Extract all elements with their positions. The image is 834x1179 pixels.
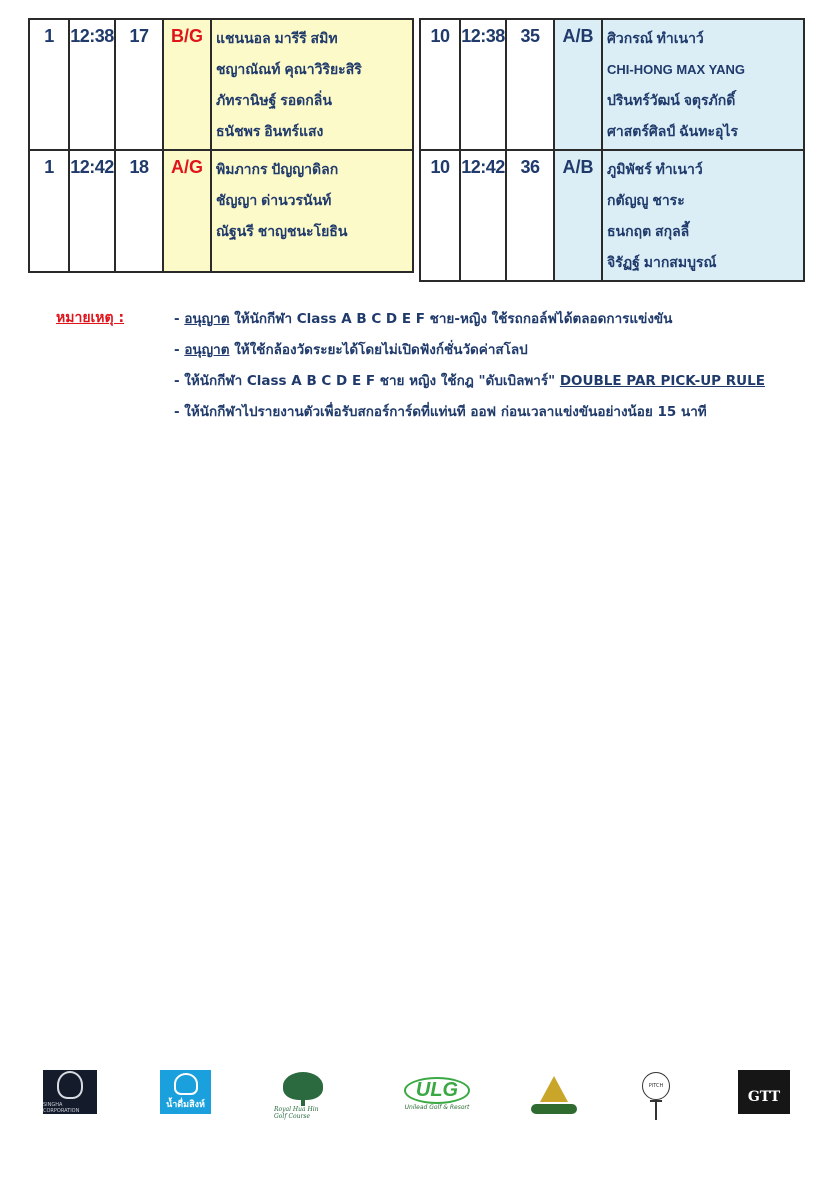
- hole-cell: 1: [29, 150, 69, 272]
- note-emphasis: อนุญาต: [184, 342, 230, 358]
- logo-text: น้ำดื่มสิงห์: [166, 1100, 205, 1110]
- player-name: ภัทรานิษฐ์ รอดกลิ่น: [216, 92, 332, 108]
- time-cell: 12:42: [460, 150, 506, 281]
- player-name: ภูมิพัชร์ ทำเนาว์: [607, 161, 703, 177]
- singha-logo: [43, 1070, 97, 1114]
- logo-text: SINGHA CORPORATION: [43, 1101, 80, 1114]
- tee-time-table-left: [28, 18, 414, 273]
- crest-icon: [540, 1076, 568, 1102]
- player-name: จิรัฏฐ์ มากสมบูรณ์: [607, 254, 717, 270]
- lion-icon: [174, 1073, 198, 1095]
- association-crest-logo: [528, 1070, 580, 1120]
- player-name: ณัฐนรี ชาญชนะโยธิน: [216, 223, 348, 239]
- note-text: ให้ใช้กล้องวัดระยะได้โดยไม่เปิดฟังก์ชั่นวัดค่าสโลป: [229, 342, 528, 358]
- player-name: CHI-HONG MAX YANG: [607, 62, 745, 77]
- lion-icon: [57, 1071, 83, 1099]
- logo-text: Royal Hua Hin Golf Course: [274, 1106, 319, 1120]
- player-name: ศาสตร์ศิลป์ ฉันทะอุไร: [607, 123, 738, 139]
- table-row: [29, 150, 413, 272]
- player-name: กตัญญู ชาระ: [607, 192, 685, 208]
- tree-icon: [283, 1072, 323, 1100]
- royal-hua-hin-logo: [274, 1070, 332, 1122]
- logo-text: Unilead Golf & Resort: [404, 1104, 470, 1111]
- group-cell: 18: [115, 150, 163, 272]
- player-name: ศิวกรณ์ ทำเนาว์: [607, 30, 704, 46]
- singha-water-logo: [160, 1070, 211, 1114]
- table-row: [420, 19, 804, 150]
- golf-ball-icon: PITCH: [642, 1072, 670, 1100]
- flight-cell: A/B: [554, 150, 602, 281]
- player-name: ธนัชพร อินทร์แสง: [216, 123, 324, 139]
- players-cell: [602, 19, 804, 150]
- group-cell: 17: [115, 19, 163, 150]
- group-cell: 35: [506, 19, 554, 150]
- note-line: [174, 369, 765, 391]
- tee-time-table-right: [419, 18, 805, 282]
- player-name: ปรินทร์วัฒน์ จตุรภักดิ์: [607, 92, 736, 108]
- table-row: [420, 150, 804, 281]
- note-emphasis: DOUBLE PAR PICK-UP RULE: [559, 373, 765, 389]
- ulg-logo: [400, 1070, 474, 1118]
- hole-cell: 1: [29, 19, 69, 150]
- flight-cell: B/G: [163, 19, 211, 150]
- group-cell: 36: [506, 150, 554, 281]
- player-name: ชัญญา ด่านวรนันท์: [216, 192, 332, 208]
- players-cell: [602, 150, 804, 281]
- players-cell: [211, 19, 413, 150]
- note-text: - ให้นักกีฬา Class A B C D E F ชาย หญิง ใช้กฎ "ดับเบิลพาร์": [174, 373, 560, 389]
- table-row: [29, 19, 413, 150]
- note-line: [174, 400, 707, 422]
- gtt-logo: [738, 1070, 790, 1114]
- time-cell: 12:38: [69, 19, 115, 150]
- player-name: พิมภากร ปัญญาดิลก: [216, 161, 339, 177]
- note-text: -: [174, 311, 185, 327]
- players-cell: [211, 150, 413, 272]
- time-cell: 12:38: [460, 19, 506, 150]
- player-name: แชนนอล มารีรี สมิท: [216, 30, 338, 46]
- note-line: [174, 307, 672, 329]
- player-name: ชญาณัณท์ คุณาวิริยะสิริ: [216, 61, 362, 77]
- notes-label: หมายเหตุ :: [56, 310, 125, 326]
- player-name: ธนกฤต สกุลลี้: [607, 223, 690, 239]
- note-line: [174, 338, 528, 360]
- flight-cell: A/G: [163, 150, 211, 272]
- note-text: -: [174, 342, 185, 358]
- tee-stem-icon: [655, 1102, 657, 1120]
- note-text: ให้นักกีฬา Class A B C D E F ชาย-หญิง ใช้รถกอล์ฟได้ตลอดการแข่งขัน: [229, 311, 673, 327]
- ulg-mark: ULG: [404, 1077, 470, 1104]
- logo-text: GTT: [747, 1089, 781, 1105]
- hole-cell: 10: [420, 19, 460, 150]
- note-emphasis: อนุญาต: [184, 311, 230, 327]
- note-text: - ให้นักกีฬาไปรายงานตัวเพื่อรับสกอร์การ์ดที่แท่นที ออฟ ก่อนเวลาแข่งขันอย่างน้อย 15 นาที: [174, 404, 707, 420]
- flight-cell: A/B: [554, 19, 602, 150]
- pitch-logo: [638, 1070, 674, 1122]
- time-cell: 12:42: [69, 150, 115, 272]
- hole-cell: 10: [420, 150, 460, 281]
- crest-band-icon: [531, 1104, 577, 1114]
- sponsor-logos: [0, 1060, 834, 1130]
